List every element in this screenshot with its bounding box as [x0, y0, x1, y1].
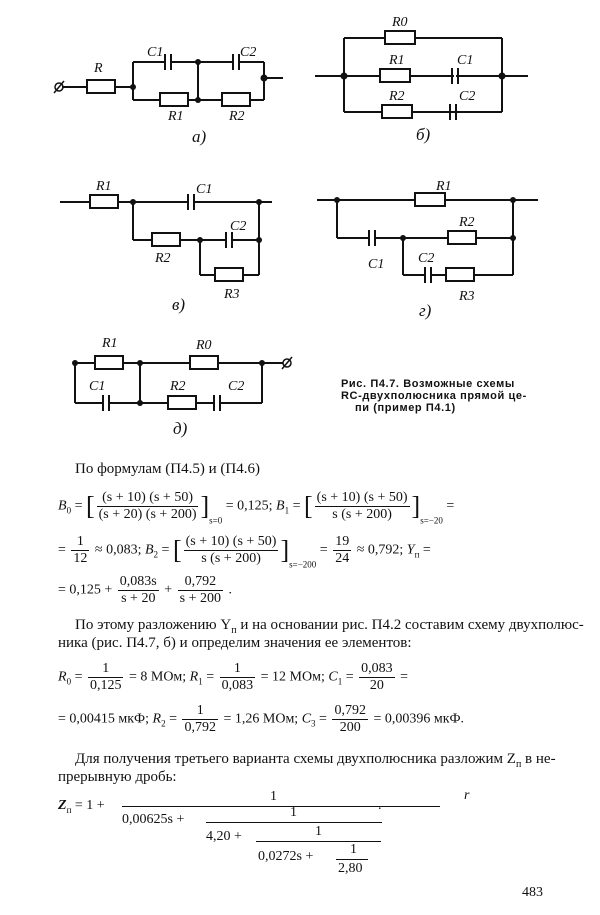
b2-fraction: $\frac{(s + 10) (s + 50)}{s (s + 200)}$: [185, 534, 277, 566]
equation-b0-b1: $B_0$ = [ $\frac{(s + 10) (s + 50)}{(s + 20) (s + 200)}$ ]$_{s=0} = 0,125$; $B_1$ = [ $\frac{(s + 10) (s + 50)}{s (s + 200)}$ ]$_{s=-20}$ =: [58, 490, 455, 526]
label-a-c1: C1: [147, 45, 164, 60]
label-d-tag: д): [173, 419, 188, 438]
label-d-r0: R0: [196, 338, 212, 353]
stray-mark: r: [464, 788, 470, 803]
label-a-r1: R1: [168, 109, 184, 124]
label-b-r2: R2: [389, 89, 405, 104]
label-v-r2: R2: [155, 251, 171, 266]
label-d-r1: R1: [102, 336, 118, 351]
equation-c1-r2-c3: = 0,00415 мкФ; $R_2$ = $\frac{1}{0,792}$ = 1,26 МОм; $C_3$ = $\frac{0,792}{200}$ = 0,00396 мкФ.: [58, 703, 465, 735]
label-b-tag: б): [416, 125, 431, 144]
b0-fraction: $\frac{(s + 10) (s + 50)}{(s + 20) (s + 200)}$: [98, 490, 197, 522]
paragraph-2-line-1: Для получения третьего варианта схемы двухполюсника разложим $Z_п$ в не-: [75, 751, 556, 770]
label-g-c2: C2: [418, 251, 435, 266]
b1-fraction: $\frac{(s + 10) (s + 50)}{s (s + 200)}$: [316, 490, 408, 522]
equation-b2: = $\frac{1}{12}$ ≈ 0,083; $B_2$ = [ $\frac{(s + 10) (s + 50)}{s (s + 200)}$ ]$_{s=-200}$ = $\frac{19}{24}$ ≈ 0,792; $Y_п$ =: [58, 534, 431, 570]
y-term-1: $\frac{0,083s}{s + 20}$: [119, 574, 157, 606]
continued-fraction: $Z_п = 1$ + 1 0,00625s + 1 4,20 + 1 0,0272s + 1 2,80 .: [58, 798, 458, 883]
label-g-r2: R2: [459, 215, 475, 230]
label-b-c1: C1: [457, 53, 474, 68]
b0-symbol: B: [58, 498, 67, 514]
caption-line: Рис. П4.7. Возможные схемы: [341, 378, 515, 390]
label-v-c1: C1: [196, 182, 213, 197]
y-term-2: $\frac{0,792}{s + 200}$: [179, 574, 221, 606]
paragraph-2-line-2: прерывную дробь:: [58, 769, 177, 785]
label-g-tag: г): [419, 301, 432, 320]
intro-paragraph: По формулам (П4.5) и (П4.6): [75, 461, 260, 477]
caption-line: пи (пример П4.1): [355, 402, 456, 414]
label-d-c2: C2: [228, 379, 245, 394]
label-v-r1: R1: [96, 179, 112, 194]
paragraph-1-line-2: ника (рис. П4.7, б) и определим значения ее элементов:: [58, 635, 412, 651]
label-b-r1: R1: [389, 53, 405, 68]
label-d-c1: C1: [89, 379, 106, 394]
label-a-tag: а): [192, 127, 207, 146]
equation-y-expansion: = 0,125 + $\frac{0,083s}{s + 20}$ + $\frac{0,792}{s + 200}$ .: [58, 574, 232, 606]
equation-r0-r1-c1: $R_0$ = $\frac{1}{0,125}$ = 8 МОм; $R_1$ = $\frac{1}{0,083}$ = 12 МОм; $C_1$ = $\frac{0,083}{20}$ =: [58, 661, 408, 693]
page-number: 483: [522, 885, 543, 900]
label-a-c2: C2: [240, 45, 257, 60]
label-b-c2: C2: [459, 89, 476, 104]
label-d-r2: R2: [170, 379, 186, 394]
label-v-r3: R3: [224, 287, 240, 302]
label-g-r1: R1: [436, 179, 452, 194]
fraction-19-24: $\frac{19}{24}$: [335, 534, 350, 566]
label-g-c1: C1: [368, 257, 385, 272]
label-v-tag: в): [172, 295, 186, 314]
label-a-r2: R2: [229, 109, 245, 124]
paragraph-1-line-1: По этому разложению $Y_п$ и на основании рис. П4.2 составим схему двухполюс-: [75, 617, 584, 636]
label-a-r: R: [94, 61, 103, 76]
fraction-1-12: $\frac{1}{12}$: [73, 534, 88, 566]
label-v-c2: C2: [230, 219, 247, 234]
label-b-r0: R0: [392, 15, 408, 30]
label-g-r3: R3: [459, 289, 475, 304]
figure-caption: [341, 378, 527, 414]
caption-line: RC-двухполюсника прямой це-: [341, 390, 527, 402]
